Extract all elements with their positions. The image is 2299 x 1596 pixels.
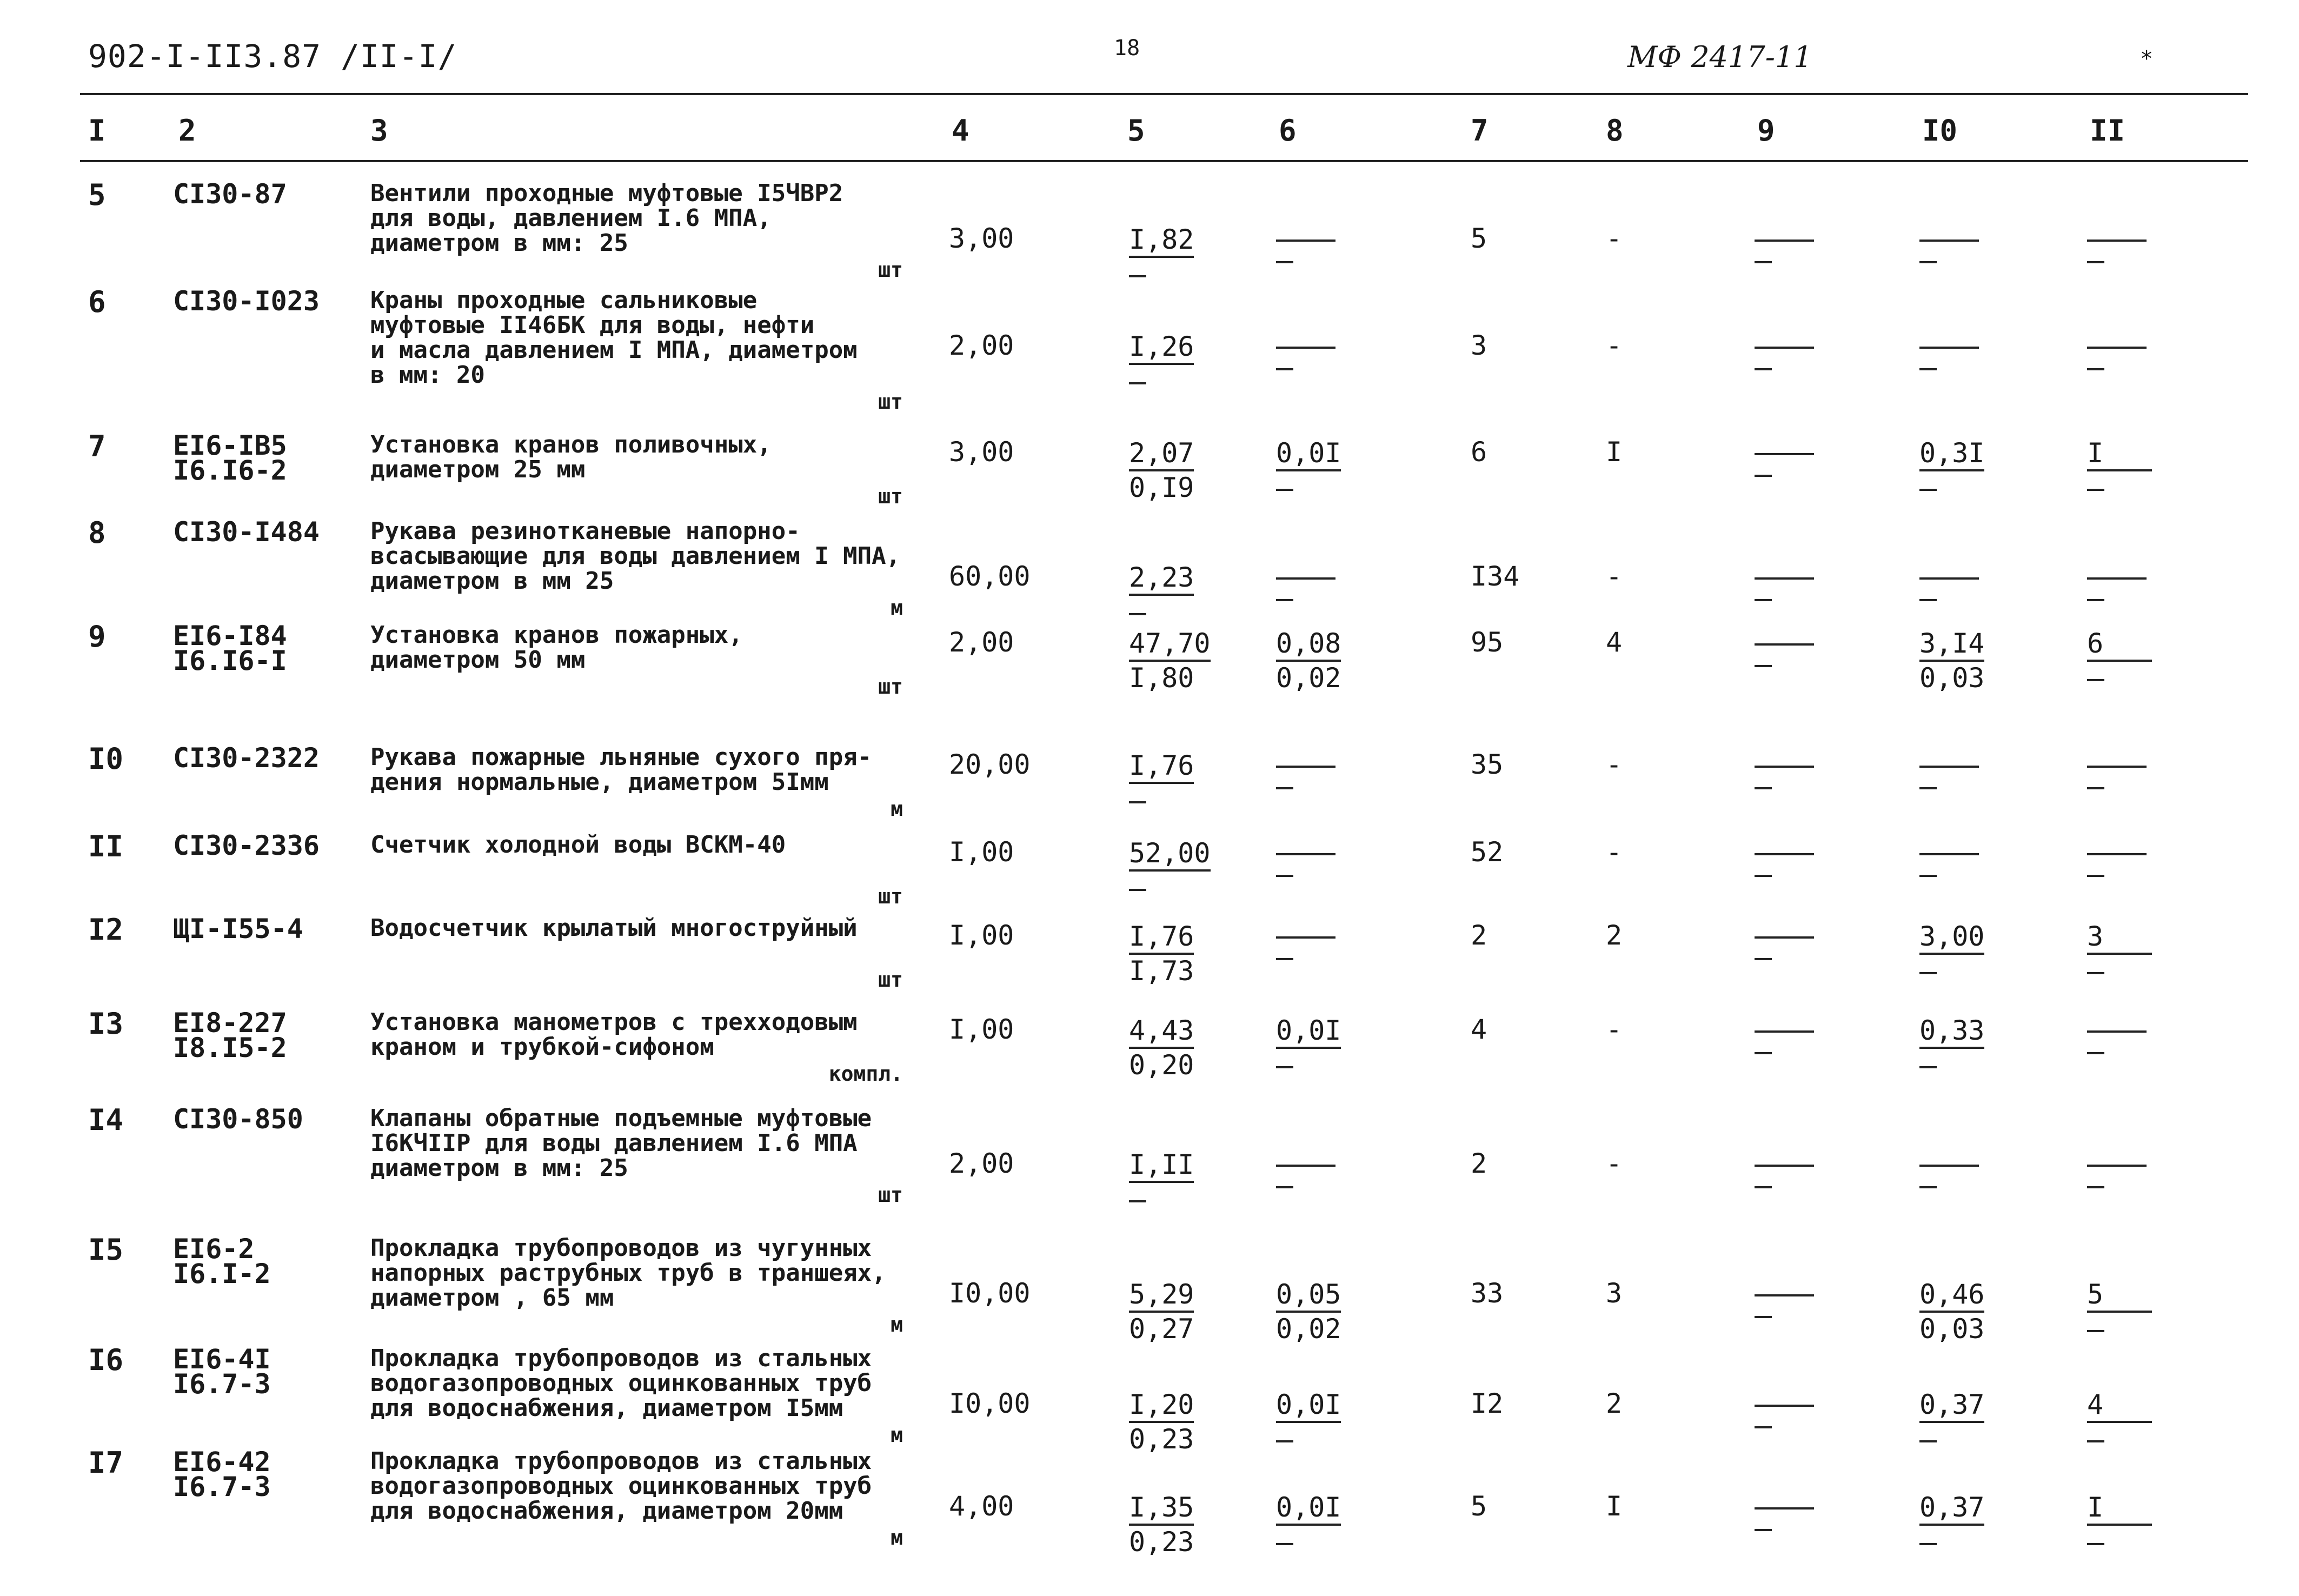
description-line: Клапаны обратные подъемные муфтовые xyxy=(370,1105,872,1132)
corner-mark: * xyxy=(2140,46,2154,71)
norm-code: EI6-42 xyxy=(173,1446,271,1478)
fraction-denominator: I,73 xyxy=(1129,955,1194,987)
empty-value-dash xyxy=(1919,331,1979,370)
col7-value: I2 xyxy=(1471,1388,1504,1419)
row-number: I4 xyxy=(88,1103,124,1137)
description-line: диаметром в мм: 25 xyxy=(370,229,628,257)
document-code: 902-I-II3.87 /II-I/ xyxy=(88,38,457,75)
fraction-numerator: I,76 xyxy=(1129,921,1194,955)
description-line: диаметром 25 мм xyxy=(370,456,586,483)
description-line: Прокладка трубопроводов из чугунных xyxy=(370,1234,872,1262)
fraction-numerator: 52,00 xyxy=(1129,838,1211,872)
fraction-value xyxy=(2087,1279,2184,1345)
empty-value-dash xyxy=(1755,1389,1814,1428)
column-header: 6 xyxy=(1279,114,1297,148)
empty-value-dash xyxy=(2087,562,2147,601)
col8-value: - xyxy=(1606,223,1623,254)
fraction-numerator: 3,00 xyxy=(1919,921,1984,955)
fraction-denominator: 0,23 xyxy=(1129,1526,1194,1558)
fraction-value xyxy=(1129,1389,1226,1455)
norm-code: EI6-4I xyxy=(173,1344,271,1375)
col8-value: - xyxy=(1606,1014,1623,1045)
column-header: 9 xyxy=(1757,114,1775,148)
quantity: I,00 xyxy=(949,920,1014,951)
empty-value-dash xyxy=(1755,921,1814,960)
fraction-denominator xyxy=(1276,471,1373,504)
norm-code: EI6-I84 xyxy=(173,620,287,651)
fraction-numerator: 2,23 xyxy=(1129,562,1194,596)
fraction-value xyxy=(1919,1389,2017,1455)
row-number: I7 xyxy=(88,1446,124,1480)
fraction-value xyxy=(1276,1015,1373,1081)
norm-code: CI30-850 xyxy=(173,1103,303,1135)
col7-value: 52 xyxy=(1471,836,1504,868)
fraction-value xyxy=(1129,438,1226,504)
empty-value-dash xyxy=(1755,1492,1814,1531)
quantity: 4,00 xyxy=(949,1491,1014,1522)
fraction-numerator: 6 xyxy=(2087,628,2152,662)
row-number: 7 xyxy=(88,429,106,463)
quantity: 3,00 xyxy=(949,223,1014,254)
norm-code: ЩI-I55-4 xyxy=(173,913,303,945)
column-header: 8 xyxy=(1606,114,1624,148)
fraction-value xyxy=(2087,438,2184,504)
description-line: Рукава резинотканевые напорно- xyxy=(370,517,800,545)
fraction-value xyxy=(1919,921,2017,987)
fraction-denominator: 0,I9 xyxy=(1129,472,1194,503)
quantity: I,00 xyxy=(949,836,1014,868)
fraction-value xyxy=(1919,1015,2017,1081)
fraction-denominator xyxy=(2087,471,2184,504)
empty-value-dash xyxy=(1919,838,1979,877)
quantity: 2,00 xyxy=(949,330,1014,361)
fraction-numerator: 0,0I xyxy=(1276,1389,1341,1423)
unit-of-measure: шт xyxy=(878,484,903,508)
quantity: 3,00 xyxy=(949,436,1014,468)
description-line: для водоснабжения, диаметром I5мм xyxy=(370,1394,843,1422)
empty-value-dash xyxy=(1919,750,1979,789)
fraction-numerator: I xyxy=(2087,438,2152,471)
col8-value: - xyxy=(1606,836,1623,868)
fraction-numerator: 0,33 xyxy=(1919,1015,1984,1049)
empty-value-dash xyxy=(1276,331,1335,370)
col8-value: 3 xyxy=(1606,1278,1623,1309)
unit-of-measure: шт xyxy=(878,258,903,282)
fraction-numerator: I xyxy=(2087,1492,2152,1526)
empty-value-dash xyxy=(2087,1149,2147,1188)
fraction-value xyxy=(1129,1149,1226,1215)
fraction-numerator: I,82 xyxy=(1129,224,1194,258)
fraction-numerator: I,26 xyxy=(1129,331,1194,365)
description-line: Водосчетчик крылатый многоструйный xyxy=(370,914,858,942)
description-line: Установка кранов пожарных, xyxy=(370,621,743,649)
row-number: I5 xyxy=(88,1233,124,1267)
unit-of-measure: шт xyxy=(878,885,903,908)
empty-value-dash xyxy=(2087,1015,2147,1054)
fraction-denominator xyxy=(1129,365,1226,397)
description-line: Вентили проходные муфтовые I5ЧВР2 xyxy=(370,179,843,207)
col7-value: 33 xyxy=(1471,1278,1504,1309)
empty-value-dash xyxy=(1919,562,1979,601)
norm-code: I8.I5-2 xyxy=(173,1032,287,1063)
quantity: 2,00 xyxy=(949,1148,1014,1179)
col7-value: 2 xyxy=(1471,920,1487,951)
fraction-denominator xyxy=(1129,872,1226,904)
fraction-numerator: 5,29 xyxy=(1129,1279,1194,1313)
norm-code: CI30-2336 xyxy=(173,830,320,861)
empty-value-dash xyxy=(2087,331,2147,370)
empty-value-dash xyxy=(2087,224,2147,263)
row-number: 6 xyxy=(88,285,106,319)
fraction-numerator: 0,0I xyxy=(1276,1492,1341,1526)
description-line: Счетчик холодной воды ВСКМ-40 xyxy=(370,831,786,859)
empty-value-dash xyxy=(2087,750,2147,789)
description-line: для воды, давлением I.6 МПА, xyxy=(370,204,772,232)
header-rule-bottom xyxy=(80,160,2248,162)
description-line: Установка кранов поливочных, xyxy=(370,431,772,458)
fraction-value xyxy=(1129,331,1226,397)
norm-code: CI30-2322 xyxy=(173,742,320,774)
unit-of-measure: м xyxy=(891,1313,903,1336)
fraction-value xyxy=(2087,921,2184,987)
empty-value-dash xyxy=(1276,750,1335,789)
row-number: II xyxy=(88,829,124,863)
fraction-denominator: 0,27 xyxy=(1129,1313,1194,1345)
fraction-numerator: 0,3I xyxy=(1919,438,1984,471)
empty-value-dash xyxy=(1755,224,1814,263)
fraction-value xyxy=(1276,1492,1373,1558)
description-line: I6КЧIIP для воды давлением I.6 МПА xyxy=(370,1129,858,1157)
col7-value: 35 xyxy=(1471,749,1504,780)
norm-code: I6.7-3 xyxy=(173,1471,271,1502)
norm-code: I6.I6-I xyxy=(173,645,287,676)
column-header: 3 xyxy=(370,114,388,148)
fraction-value xyxy=(1919,628,2017,694)
fraction-denominator xyxy=(2087,1313,2184,1345)
empty-value-dash xyxy=(1755,628,1814,667)
norm-code: EI6-IB5 xyxy=(173,430,287,461)
col8-value: - xyxy=(1606,561,1623,592)
fraction-denominator xyxy=(1276,1049,1373,1081)
fraction-value xyxy=(1276,438,1373,504)
fraction-denominator xyxy=(2087,1526,2184,1558)
fraction-numerator: 0,37 xyxy=(1919,1492,1984,1526)
fraction-value xyxy=(1129,750,1226,816)
col8-value: - xyxy=(1606,749,1623,780)
fraction-value xyxy=(1919,438,2017,504)
fraction-value xyxy=(1129,1492,1226,1558)
fraction-numerator: 5 xyxy=(2087,1279,2152,1313)
fraction-numerator: 0,08 xyxy=(1276,628,1341,662)
description-line: диаметром в мм 25 xyxy=(370,567,614,595)
page-number: 18 xyxy=(1114,36,1140,61)
fraction-denominator xyxy=(1919,471,2017,504)
description-line: Прокладка трубопроводов из стальных xyxy=(370,1345,872,1372)
col7-value: 95 xyxy=(1471,627,1504,658)
fraction-value xyxy=(1129,562,1226,628)
fraction-denominator xyxy=(1919,1526,2017,1558)
col8-value: 4 xyxy=(1606,627,1623,658)
row-number: I2 xyxy=(88,913,124,947)
col8-value: I xyxy=(1606,436,1623,468)
fraction-denominator xyxy=(1919,1423,2017,1455)
fraction-denominator xyxy=(1129,784,1226,816)
row-number: I6 xyxy=(88,1343,124,1377)
empty-value-dash xyxy=(1919,224,1979,263)
description-line: напорных раструбных труб в траншеях, xyxy=(370,1259,886,1287)
fraction-value xyxy=(1276,1279,1373,1345)
fraction-numerator: 4,43 xyxy=(1129,1015,1194,1049)
fraction-denominator: 0,03 xyxy=(1919,1313,1985,1345)
unit-of-measure: шт xyxy=(878,390,903,414)
fraction-denominator: 0,03 xyxy=(1919,662,1985,694)
fraction-numerator: I,35 xyxy=(1129,1492,1194,1526)
fraction-value xyxy=(1129,224,1226,290)
fraction-value xyxy=(1276,1389,1373,1455)
quantity: 2,00 xyxy=(949,627,1014,658)
fraction-value xyxy=(1129,1015,1226,1081)
norm-code: I6.7-3 xyxy=(173,1368,271,1400)
quantity: I,00 xyxy=(949,1014,1014,1045)
empty-value-dash xyxy=(1276,224,1335,263)
quantity: I0,00 xyxy=(949,1388,1031,1419)
fraction-value xyxy=(1129,838,1226,904)
col8-value: - xyxy=(1606,1148,1623,1179)
description-line: всасывающие для воды давлением I МПА, xyxy=(370,542,901,570)
fraction-denominator: 0,02 xyxy=(1276,1313,1341,1345)
column-header: 5 xyxy=(1127,114,1145,148)
empty-value-dash xyxy=(1276,562,1335,601)
norm-code: EI6-2 xyxy=(173,1233,255,1265)
column-header: II xyxy=(2090,114,2125,148)
column-header: 4 xyxy=(952,114,969,148)
col7-value: 3 xyxy=(1471,330,1487,361)
row-number: 8 xyxy=(88,516,106,550)
fraction-value xyxy=(2087,1492,2184,1558)
fraction-value xyxy=(1129,1279,1226,1345)
description-line: и масла давлением I МПА, диаметром xyxy=(370,336,858,364)
fraction-value xyxy=(1129,628,1226,694)
empty-value-dash xyxy=(1919,1149,1979,1188)
fraction-numerator: 0,0I xyxy=(1276,1015,1341,1049)
description-line: дения нормальные, диаметром 5Iмм xyxy=(370,768,829,796)
fraction-value xyxy=(1276,628,1373,694)
col7-value: 2 xyxy=(1471,1148,1487,1179)
col7-value: 4 xyxy=(1471,1014,1487,1045)
fraction-denominator xyxy=(2087,662,2184,694)
unit-of-measure: м xyxy=(891,1423,903,1447)
fraction-numerator: 0,0I xyxy=(1276,438,1341,471)
col7-value: 5 xyxy=(1471,223,1487,254)
column-header: I xyxy=(88,114,106,148)
description-line: диаметром , 65 мм xyxy=(370,1284,614,1312)
norm-code: CI30-I484 xyxy=(173,516,320,548)
empty-value-dash xyxy=(1276,921,1335,960)
description-line: диаметром в мм: 25 xyxy=(370,1154,628,1182)
column-header: 2 xyxy=(178,114,196,148)
quantity: I0,00 xyxy=(949,1278,1031,1309)
quantity: 20,00 xyxy=(949,749,1031,780)
empty-value-dash xyxy=(1755,750,1814,789)
empty-value-dash xyxy=(1755,838,1814,877)
description-line: Рукава пожарные льняные сухого пря- xyxy=(370,743,872,771)
fraction-denominator xyxy=(1129,258,1226,290)
fraction-value xyxy=(1919,1492,2017,1558)
col8-value: 2 xyxy=(1606,1388,1623,1419)
norm-code: I6.I-2 xyxy=(173,1258,271,1289)
unit-of-measure: м xyxy=(891,1526,903,1550)
fraction-numerator: I,76 xyxy=(1129,750,1194,784)
fraction-numerator: 2,07 xyxy=(1129,438,1194,471)
fraction-numerator: 0,46 xyxy=(1919,1279,1984,1313)
col8-value: I xyxy=(1606,1491,1623,1522)
description-line: водогазопроводных оцинкованных труб xyxy=(370,1472,872,1500)
norm-code: I6.I6-2 xyxy=(173,455,287,486)
empty-value-dash xyxy=(2087,838,2147,877)
row-number: 9 xyxy=(88,620,106,654)
description-line: Краны проходные сальниковые xyxy=(370,287,758,314)
empty-value-dash xyxy=(1755,1149,1814,1188)
row-number: I3 xyxy=(88,1007,124,1041)
fraction-numerator: 0,37 xyxy=(1919,1389,1984,1423)
unit-of-measure: м xyxy=(891,596,903,620)
empty-value-dash xyxy=(1755,331,1814,370)
column-header: I0 xyxy=(1922,114,1958,148)
fraction-numerator: I,20 xyxy=(1129,1389,1194,1423)
handwritten-stamp: МФ 2417-11 xyxy=(1627,40,1812,74)
col8-value: 2 xyxy=(1606,920,1623,951)
fraction-value xyxy=(2087,1389,2184,1455)
fraction-denominator xyxy=(2087,1423,2184,1455)
unit-of-measure: шт xyxy=(878,1183,903,1207)
unit-of-measure: м xyxy=(891,797,903,821)
fraction-denominator xyxy=(1129,1183,1226,1215)
fraction-numerator: 47,70 xyxy=(1129,628,1211,662)
fraction-value xyxy=(2087,628,2184,694)
fraction-value xyxy=(1129,921,1226,987)
norm-code: CI30-I023 xyxy=(173,285,320,317)
fraction-denominator xyxy=(1919,1049,2017,1081)
empty-value-dash xyxy=(1276,1149,1335,1188)
unit-of-measure: компл. xyxy=(828,1062,903,1086)
fraction-value xyxy=(1919,1279,2017,1345)
unit-of-measure: шт xyxy=(878,968,903,992)
fraction-denominator: I,80 xyxy=(1129,662,1194,694)
empty-value-dash xyxy=(1755,1279,1814,1318)
fraction-numerator: 0,05 xyxy=(1276,1279,1341,1313)
description-line: водогазопроводных оцинкованных труб xyxy=(370,1369,872,1397)
row-number: 5 xyxy=(88,178,106,212)
empty-value-dash xyxy=(1755,562,1814,601)
description-line: в мм: 20 xyxy=(370,361,485,389)
quantity: 60,00 xyxy=(949,561,1031,592)
description-line: краном и трубкой-сифоном xyxy=(370,1033,714,1061)
description-line: муфтовые II46БК для воды, нефти xyxy=(370,311,815,339)
fraction-denominator: 0,02 xyxy=(1276,662,1341,694)
col7-value: 6 xyxy=(1471,436,1487,468)
fraction-denominator xyxy=(1276,1423,1373,1455)
description-line: Прокладка трубопроводов из стальных xyxy=(370,1447,872,1475)
empty-value-dash xyxy=(1276,838,1335,877)
description-line: диаметром 50 мм xyxy=(370,646,586,674)
norm-code: EI8-227 xyxy=(173,1007,287,1039)
row-number: I0 xyxy=(88,742,124,776)
fraction-denominator xyxy=(1276,1526,1373,1558)
col7-value: 5 xyxy=(1471,1491,1487,1522)
fraction-denominator: 0,23 xyxy=(1129,1424,1194,1455)
fraction-numerator: 4 xyxy=(2087,1389,2152,1423)
fraction-denominator: 0,20 xyxy=(1129,1049,1194,1081)
unit-of-measure: шт xyxy=(878,675,903,699)
fraction-denominator xyxy=(1129,596,1226,628)
fraction-denominator xyxy=(1919,955,2017,987)
fraction-numerator: I,II xyxy=(1129,1149,1194,1183)
fraction-denominator xyxy=(2087,955,2184,987)
fraction-numerator: 3,I4 xyxy=(1919,628,1984,662)
empty-value-dash xyxy=(1755,438,1814,477)
column-header: 7 xyxy=(1471,114,1489,148)
description-line: Установка манометров с трехходовым xyxy=(370,1008,858,1036)
empty-value-dash xyxy=(1755,1015,1814,1054)
col7-value: I34 xyxy=(1471,561,1520,592)
description-line: для водоснабжения, диаметром 20мм xyxy=(370,1497,843,1525)
col8-value: - xyxy=(1606,330,1623,361)
fraction-numerator: 3 xyxy=(2087,921,2152,955)
header-rule-top xyxy=(80,93,2248,95)
norm-code: CI30-87 xyxy=(173,178,287,210)
